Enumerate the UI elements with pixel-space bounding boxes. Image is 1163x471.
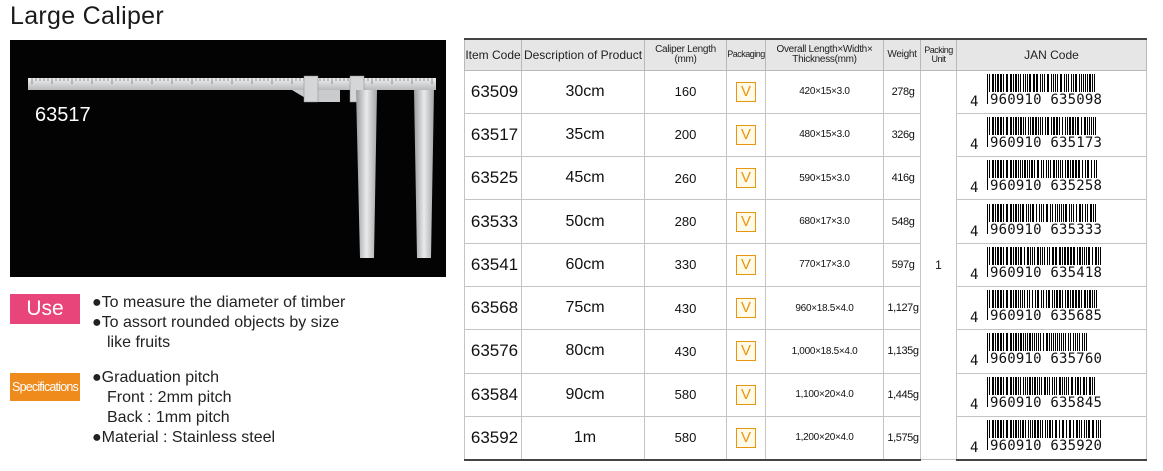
- product-description: 90cm: [522, 373, 645, 416]
- caliper-length: 430: [645, 286, 727, 329]
- header-jan-code: JAN Code: [957, 39, 1147, 70]
- packaging-cell: [727, 70, 766, 113]
- table-header-row: [465, 39, 1147, 70]
- jan-digits: 960910 635173: [990, 134, 1103, 151]
- weight: 1,135g: [884, 330, 921, 373]
- overall-dimensions: 480×15×3.0: [766, 113, 884, 156]
- caliper-length: 330: [645, 243, 727, 286]
- barcode: [967, 377, 1137, 413]
- table-row: [465, 286, 1147, 329]
- packaging-cell: [727, 113, 766, 156]
- photo-model-label: 63517: [35, 104, 91, 126]
- overall-dimensions: 680×17×3.0: [766, 200, 884, 243]
- jan-code-cell: [957, 330, 1147, 373]
- packaging-cell: [727, 286, 766, 329]
- weight: 326g: [884, 113, 921, 156]
- product-description: 45cm: [522, 157, 645, 200]
- jan-code-cell: [957, 416, 1147, 459]
- item-code: 63517: [465, 113, 522, 156]
- spec-item: ●Material : Stainless steel: [92, 429, 276, 446]
- jan-code-cell: [957, 243, 1147, 286]
- packaging-cell: [727, 416, 766, 459]
- packaging-mark-icon: V: [736, 385, 756, 405]
- packaging-cell: [727, 373, 766, 416]
- packing-unit: 1: [921, 70, 957, 460]
- overall-dimensions: 770×17×3.0: [766, 243, 884, 286]
- overall-dimensions: 1,100×20×4.0: [766, 373, 884, 416]
- barcode: [967, 420, 1137, 456]
- jan-prefix: 4: [970, 180, 979, 197]
- jan-digits: 960910 635920: [990, 437, 1103, 454]
- table-row: [465, 416, 1147, 459]
- caliper-illustration: [10, 40, 446, 277]
- caliper-length: 430: [645, 330, 727, 373]
- use-item: like fruits: [107, 334, 171, 351]
- jan-code-cell: [957, 70, 1147, 113]
- packaging-mark-icon: V: [736, 255, 756, 275]
- table-row: [465, 200, 1147, 243]
- item-code: 63509: [465, 70, 522, 113]
- weight: 597g: [884, 243, 921, 286]
- jan-digits: 960910 635418: [990, 264, 1103, 281]
- table-row: [465, 113, 1147, 156]
- packaging-mark-icon: V: [736, 428, 756, 448]
- overall-dimensions: 960×18.5×4.0: [766, 286, 884, 329]
- jan-prefix: 4: [970, 266, 979, 283]
- weight: 1,445g: [884, 373, 921, 416]
- packaging-mark-icon: V: [736, 168, 756, 188]
- jan-digits: 960910 635333: [990, 221, 1103, 238]
- caliper-length: 160: [645, 70, 727, 113]
- packaging-cell: [727, 243, 766, 286]
- table-row: [465, 330, 1147, 373]
- product-description: 75cm: [522, 286, 645, 329]
- jan-digits: 960910 635098: [990, 91, 1103, 108]
- caliper-length: 200: [645, 113, 727, 156]
- jan-digits: 960910 635760: [990, 351, 1103, 368]
- caliper-length: 580: [645, 373, 727, 416]
- header-packaging: Packaging: [727, 39, 766, 70]
- spec-item: ●Graduation pitch: [92, 369, 220, 386]
- product-description: 50cm: [522, 200, 645, 243]
- packaging-cell: [727, 157, 766, 200]
- overall-dimensions: 420×15×3.0: [766, 70, 884, 113]
- use-item: ●To assort rounded objects by size: [92, 314, 340, 331]
- caliper-length: 580: [645, 416, 727, 459]
- use-list: [92, 293, 345, 353]
- table-row: [465, 157, 1147, 200]
- header-item-code: Item Code: [465, 39, 522, 70]
- barcode: [967, 160, 1137, 196]
- packaging-cell: [727, 200, 766, 243]
- spec-item: Back : 1mm pitch: [107, 409, 230, 426]
- item-code: 63541: [465, 243, 522, 286]
- use-badge: Use: [10, 294, 80, 324]
- caliper-length: 260: [645, 157, 727, 200]
- caliper-length: 280: [645, 200, 727, 243]
- overall-dimensions: 590×15×3.0: [766, 157, 884, 200]
- table-body: [465, 70, 1147, 460]
- barcode: [967, 117, 1137, 153]
- product-table: [464, 38, 1147, 461]
- barcode: [967, 290, 1137, 326]
- specifications-list: [92, 368, 275, 448]
- overall-dimensions: 1,000×18.5×4.0: [766, 330, 884, 373]
- table-row: [465, 70, 1147, 113]
- header-packing-unit: Packing Unit: [921, 39, 957, 70]
- barcode: [967, 204, 1137, 240]
- jan-prefix: 4: [970, 93, 979, 110]
- spec-item: Front : 2mm pitch: [107, 389, 232, 406]
- jan-prefix: 4: [970, 396, 979, 413]
- product-description: 35cm: [522, 113, 645, 156]
- packaging-mark-icon: V: [736, 298, 756, 318]
- packaging-mark-icon: V: [736, 212, 756, 232]
- use-item: ●To measure the diameter of timber: [92, 294, 346, 311]
- specifications-badge: Specifications: [10, 373, 80, 401]
- product-description: 80cm: [522, 330, 645, 373]
- jan-prefix: 4: [970, 223, 979, 240]
- page-title: Large Caliper: [10, 2, 164, 30]
- product-description: 1m: [522, 416, 645, 459]
- jan-prefix: 4: [970, 439, 979, 456]
- product-description: 30cm: [522, 70, 645, 113]
- jan-prefix: 4: [970, 136, 979, 153]
- item-code: 63533: [465, 200, 522, 243]
- barcode: [967, 74, 1137, 110]
- jan-code-cell: [957, 286, 1147, 329]
- overall-dimensions: 1,200×20×4.0: [766, 416, 884, 459]
- packaging-mark-icon: V: [736, 341, 756, 361]
- item-code: 63592: [465, 416, 522, 459]
- item-code: 63584: [465, 373, 522, 416]
- header-weight: Weight: [884, 39, 921, 70]
- weight: 1,127g: [884, 286, 921, 329]
- packaging-mark-icon: V: [736, 82, 756, 102]
- weight: 1,575g: [884, 416, 921, 459]
- table-row: [465, 243, 1147, 286]
- header-caliper-length: Caliper Length (mm): [645, 39, 727, 70]
- packaging-mark-icon: V: [736, 125, 756, 145]
- jan-digits: 960910 635845: [990, 394, 1103, 411]
- item-code: 63576: [465, 330, 522, 373]
- jan-digits: 960910 635685: [990, 308, 1103, 325]
- barcode: [967, 333, 1137, 369]
- item-code: 63568: [465, 286, 522, 329]
- packaging-cell: [727, 330, 766, 373]
- jan-code-cell: [957, 373, 1147, 416]
- jan-code-cell: [957, 113, 1147, 156]
- item-code: 63525: [465, 157, 522, 200]
- header-description: Description of Product: [522, 39, 645, 70]
- weight: 278g: [884, 70, 921, 113]
- jan-prefix: 4: [970, 353, 979, 370]
- product-description: 60cm: [522, 243, 645, 286]
- jan-code-cell: [957, 157, 1147, 200]
- jan-prefix: 4: [970, 310, 979, 327]
- barcode: [967, 247, 1137, 283]
- weight: 416g: [884, 157, 921, 200]
- table-row: [465, 373, 1147, 416]
- header-overall-dimensions: Overall Length×Width× Thickness(mm): [766, 39, 884, 70]
- weight: 548g: [884, 200, 921, 243]
- jan-digits: 960910 635258: [990, 178, 1103, 195]
- product-photo: [10, 40, 446, 277]
- jan-code-cell: [957, 200, 1147, 243]
